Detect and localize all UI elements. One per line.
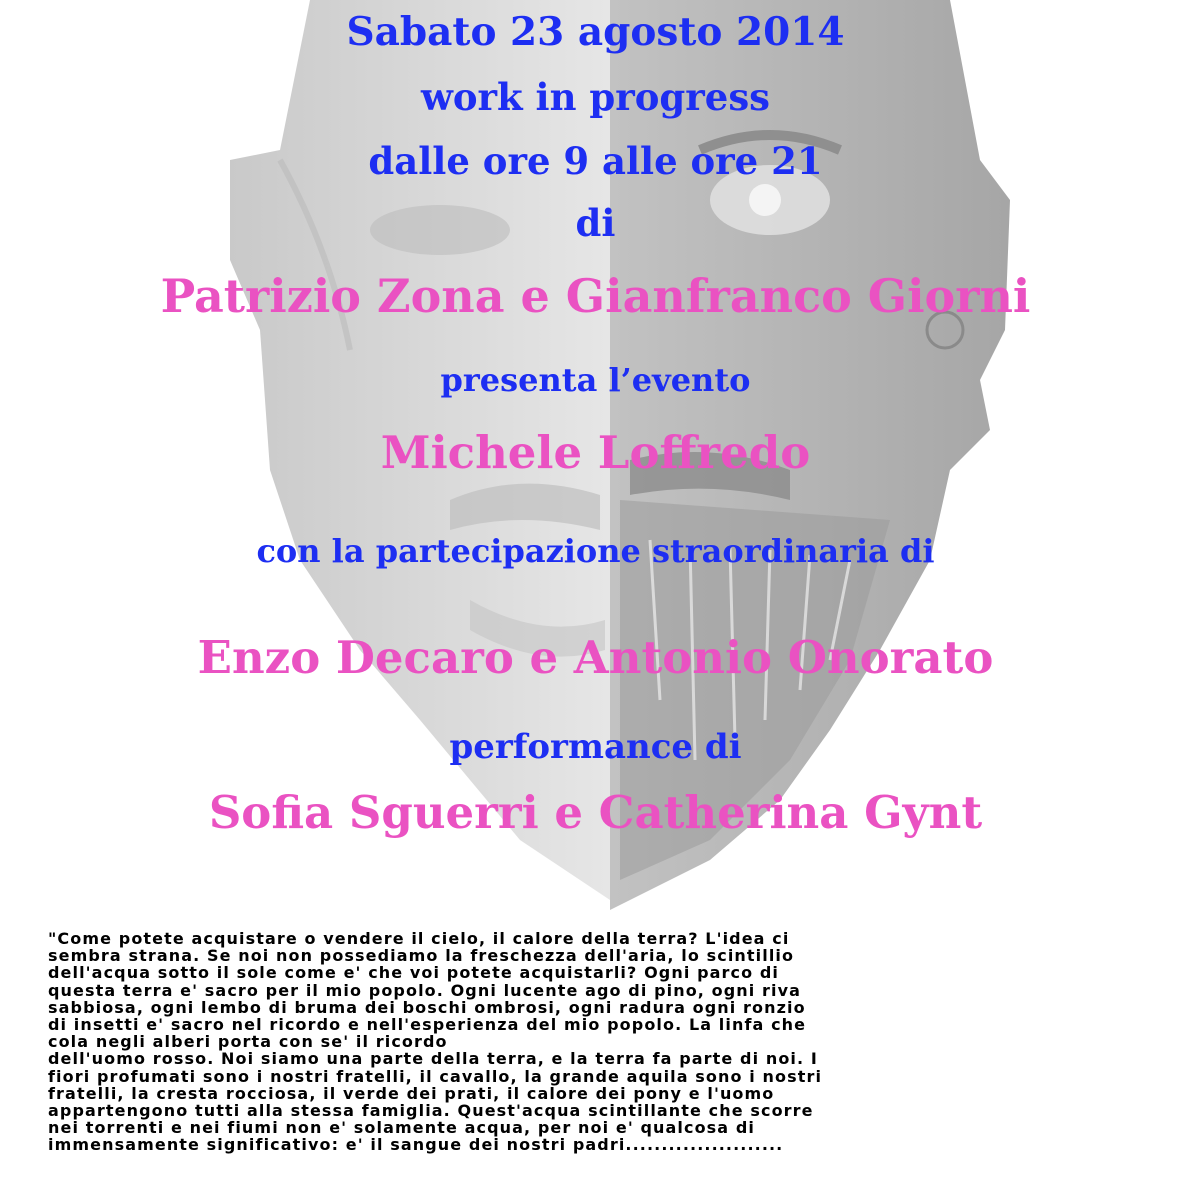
quote-block <box>48 930 1168 1154</box>
performers-names: Sofia Sguerri e Catherina Gynt <box>208 786 983 839</box>
performance-label: performance di <box>449 727 742 767</box>
quote-line: immensamente significativo: e' il sangue dei nostri padri...................... <box>48 1135 784 1155</box>
event-date: Sabato 23 agosto 2014 <box>346 9 845 55</box>
organizers-names: Patrizio Zona e Gianfranco Giorni <box>160 269 1031 323</box>
event-subtitle: work in progress <box>421 75 770 119</box>
quote-line: sembra strana. Se noi non possediamo la freschezza dell'aria, lo scintillio <box>48 946 795 966</box>
quote-line: nei torrenti e nei fiumi non e' solamente acqua, per noi e' qualcosa di <box>48 1118 756 1138</box>
quote-line: di insetti e' sacro nel ricordo e nell'esperienza del mio popolo. La linfa che <box>48 1015 807 1035</box>
participation-label: con la partecipazione straordinaria di <box>256 532 935 570</box>
presents-label: presenta l’evento <box>440 361 751 399</box>
quote-line: questa terra e' sacro per il mio popolo. Ogni lucente ago di pino, ogni riva <box>48 980 802 1000</box>
guests-names: Enzo Decaro e Antonio Onorato <box>197 631 994 684</box>
event-hours: dalle ore 9 alle ore 21 <box>368 139 823 183</box>
quote-line: dell'acqua sotto il sole come e' che voi potete acquistarli? Ogni parco di <box>48 963 779 983</box>
artist-name: Michele Loffredo <box>380 426 811 479</box>
quote-line: dell'uomo rosso. Noi siamo una parte della terra, e la terra fa parte di noi. I <box>48 1049 818 1069</box>
quote-line: fiori profumati sono i nostri fratelli, il cavallo, la grande aquila sono i nostri <box>48 1066 823 1086</box>
quote-line: fratelli, la cresta rocciosa, il verde dei prati, il calore dei pony e l'uomo <box>48 1083 775 1103</box>
quote-line: "Come potete acquistare o vendere il cielo, il calore della terra? L'idea ci <box>48 929 790 948</box>
by-label: di <box>575 201 616 245</box>
quote-line: cola negli alberi porta con se' il ricordo <box>48 1032 448 1052</box>
quote-line: appartengono tutti alla stessa famiglia. Quest'acqua scintillante che scorre <box>48 1101 814 1121</box>
quote-line: sabbiosa, ogni lembo di bruma dei boschi ombrosi, ogni radura ogni ronzio <box>48 997 806 1017</box>
